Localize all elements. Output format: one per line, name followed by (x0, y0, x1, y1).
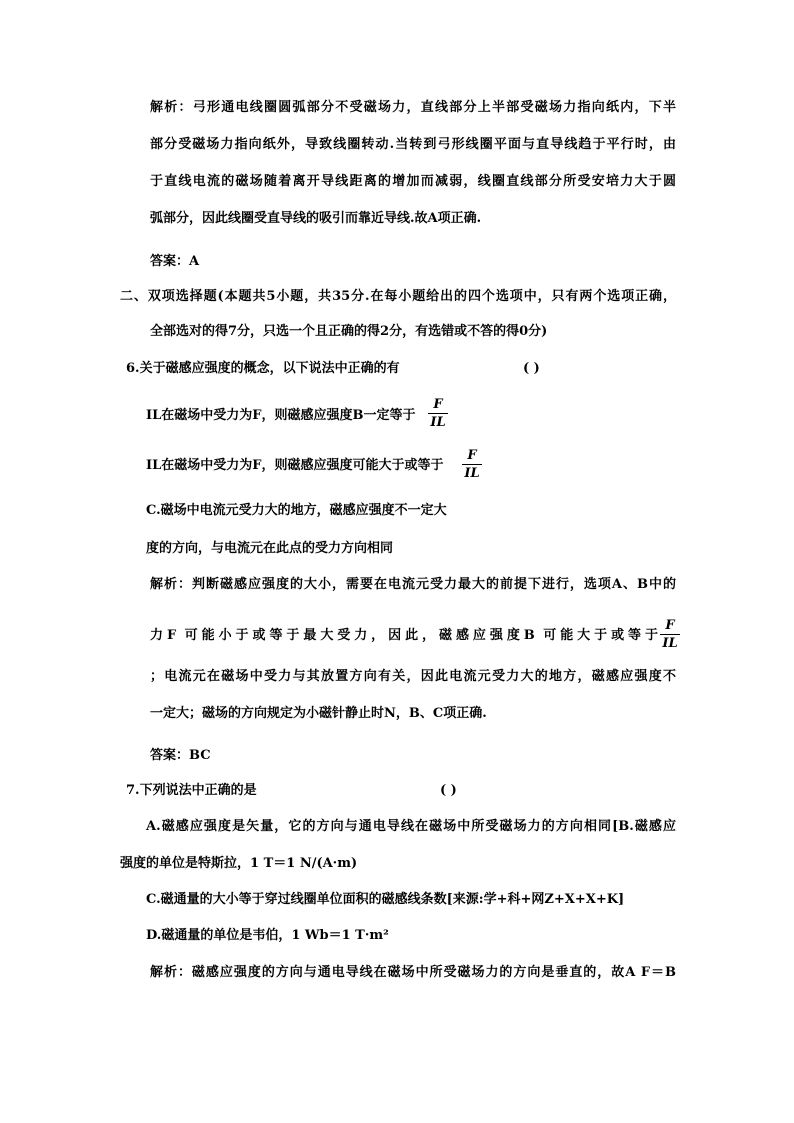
fraction-numerator: F (467, 448, 477, 463)
section-heading-line2: 全部选对的得7分，只选一个且正确的得2分，有选错或不答的得0分) (150, 324, 548, 339)
fraction-bar (428, 413, 448, 414)
explanation-q6-line3: ；电流元在磁场中受力与其放置方向有关，因此电流元受力大的地方，磁感应强度不 (150, 669, 676, 684)
question-6-option-b: IL在磁场中受力为F，则磁感应强度可能大于或等于 (146, 458, 444, 473)
question-6-stem: 6.关于磁感应强度的概念，以下说法中正确的有 (126, 361, 400, 376)
fraction-bar (462, 464, 482, 465)
fraction-denominator: IL (662, 636, 678, 651)
explanation-q5-line4: 弧部分，因此线圈受直导线的吸引而靠近导线.故A项正确. (150, 211, 482, 226)
explanation-q5-line1: 解析：弓形通电线圈圆弧部分不受磁场力，直线部分上半部受磁场力指向纸内，下半 (150, 100, 676, 115)
section-heading-line1: 二、双项选择题(本题共5小题，共35分.在每小题给出的四个选项中，只有两个选项正确， (120, 289, 676, 304)
explanation-q5-line2: 部分受磁场力指向纸外，导致线圈转动.当转到弓形线圈平面与直导线趋于平行时，由 (150, 137, 676, 152)
explanation-q6-line1: 解析：判断磁感应强度的大小，需要在电流元受力最大的前提下进行，选项A、B中的 (150, 577, 676, 592)
question-7-option-c: C.磁通量的大小等于穿过线圈单位面积的磁感线条数[来源:学+科+网Z+X+X+K] (146, 892, 625, 907)
answer-q6: 答案：BC (150, 748, 211, 763)
question-6-option-c: C.磁场中电流元受力大的地方，磁感应强度不一定大 (146, 503, 447, 518)
fraction-denominator: IL (430, 415, 446, 430)
question-6-option-d: 度的方向，与电流元在此点的受力方向相同 (146, 541, 394, 556)
explanation-q7-line1: 解析：磁感应强度的方向与通电导线在磁场中所受磁场力的方向是垂直的，故A F＝B (150, 965, 676, 980)
fraction-f-over-il (462, 448, 482, 481)
question-7-option-d: D.磁通量的单位是韦伯，1 Wb＝1 T·m² (146, 928, 389, 943)
fraction-numerator: F (433, 397, 443, 412)
question-7-option-a: A.磁感应强度是矢量，它的方向与通电导线在磁场中所受磁场力的方向相同[B.磁感应 (146, 819, 676, 834)
explanation-q5-line3: 于直线电流的磁场随着离开导线距离的增加而减弱，线圈直线部分所受安培力大于圆 (150, 174, 676, 189)
answer-q5: 答案：A (150, 254, 200, 269)
question-7-answer-paren: ( ) (440, 783, 457, 798)
fraction-f-over-il (660, 618, 680, 651)
question-6-option-a: IL在磁场中受力为F，则磁感应强度B一定等于 (146, 408, 416, 423)
fraction-bar (660, 634, 680, 635)
fraction-denominator: IL (464, 466, 480, 481)
fraction-numerator: F (665, 618, 675, 633)
question-7-stem: 7.下列说法中正确的是 (126, 783, 257, 798)
question-6-answer-paren: ( ) (523, 361, 540, 376)
explanation-q6-line2: 力F 可能小于或等于最大受力，因此，磁感应强度B 可能大于或等于 (150, 628, 658, 643)
question-7-option-a-cont: 强度的单位是特斯拉，1 T＝1 N/(A·m) (120, 856, 358, 871)
fraction-f-over-il (428, 397, 448, 430)
explanation-q6-line4: 一定大；磁场的方向规定为小磁针静止时N，B、C项正确. (150, 706, 487, 721)
